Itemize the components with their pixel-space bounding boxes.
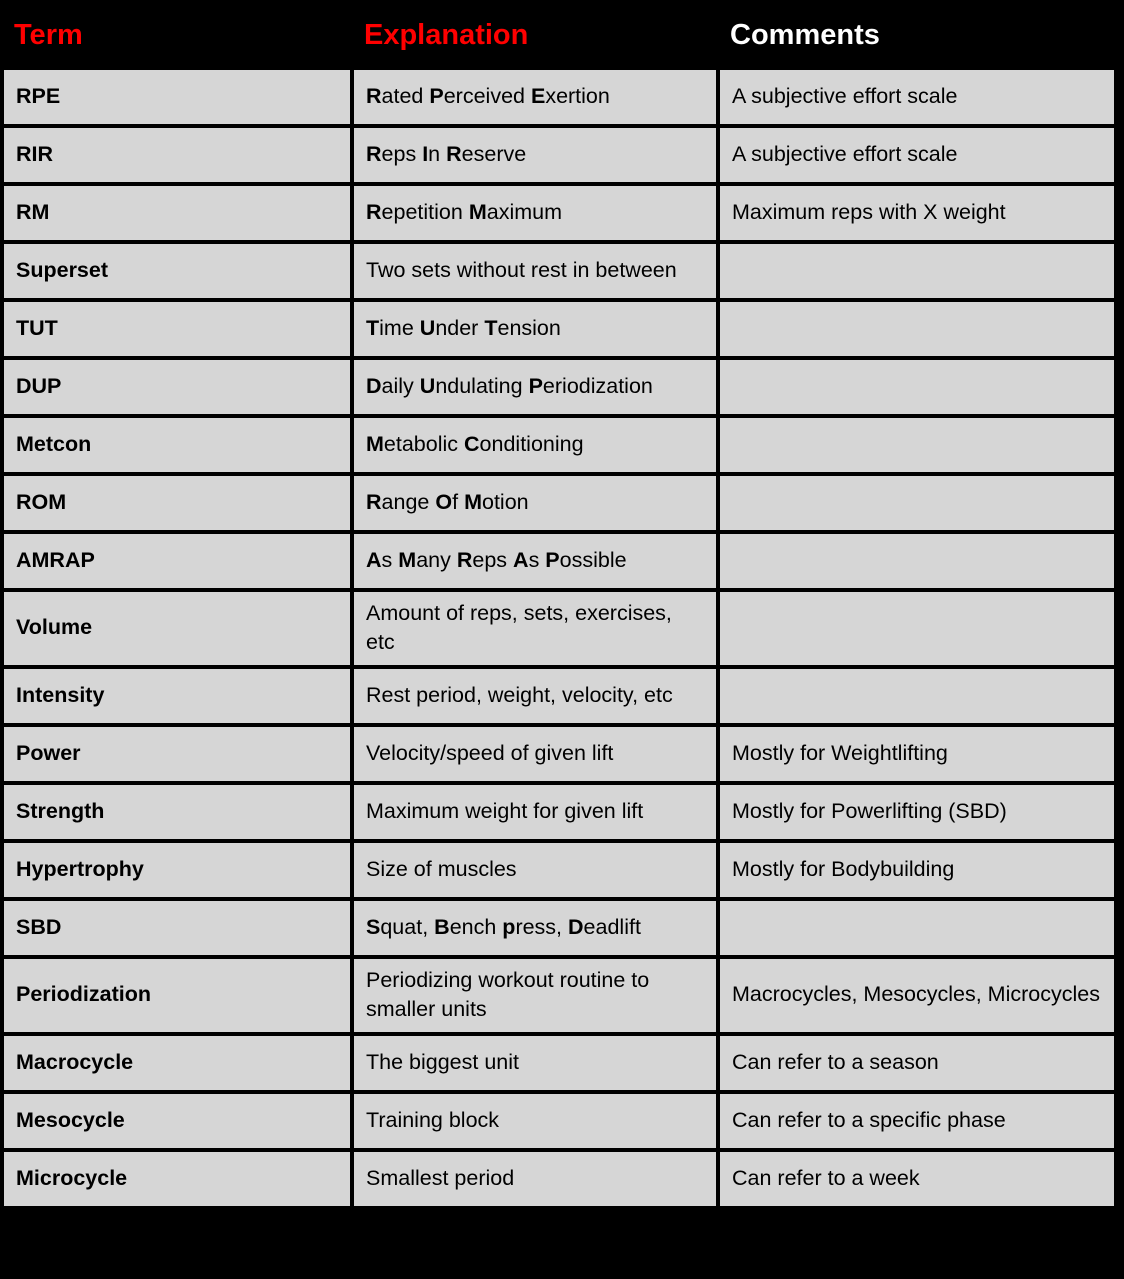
cell-term: Intensity xyxy=(4,669,354,727)
acronym-initial: P xyxy=(528,373,543,398)
acronym-initial: A xyxy=(513,547,529,572)
cell-term: Periodization xyxy=(4,959,354,1036)
acronym-initial: R xyxy=(446,141,462,166)
cell-term: Microcycle xyxy=(4,1152,354,1210)
cell-comments: Macrocycles, Mesocycles, Microcycles xyxy=(720,959,1114,1036)
cell-comments: Mostly for Weightlifting xyxy=(720,727,1114,785)
cell-term: Hypertrophy xyxy=(4,843,354,901)
cell-term: Power xyxy=(4,727,354,785)
acronym-initial: B xyxy=(434,914,450,939)
table-row xyxy=(4,901,1114,959)
cell-comments xyxy=(720,534,1114,592)
cell-explanation: Repetition Maximum xyxy=(354,186,720,244)
acronym-initial: M xyxy=(398,547,417,572)
cell-term: Strength xyxy=(4,785,354,843)
cell-explanation: Velocity/speed of given lift xyxy=(354,727,720,785)
cell-term: RIR xyxy=(4,128,354,186)
acronym-initial: R xyxy=(366,199,382,224)
cell-term: DUP xyxy=(4,360,354,418)
table-row xyxy=(4,785,1114,843)
acronym-initial: C xyxy=(464,431,480,456)
cell-comments xyxy=(720,592,1114,669)
cell-comments xyxy=(720,418,1114,476)
cell-comments: A subjective effort scale xyxy=(720,128,1114,186)
cell-comments xyxy=(720,901,1114,959)
cell-term: Mesocycle xyxy=(4,1094,354,1152)
acronym-initial: D xyxy=(366,373,382,398)
cell-explanation: Amount of reps, sets, exercises, etc xyxy=(354,592,720,669)
acronym-initial: U xyxy=(419,373,436,398)
table-row xyxy=(4,186,1114,244)
cell-comments xyxy=(720,476,1114,534)
glossary-slide xyxy=(0,4,1124,1279)
acronym-initial: I xyxy=(422,141,429,166)
cell-explanation: Metabolic Conditioning xyxy=(354,418,720,476)
cell-explanation: Maximum weight for given lift xyxy=(354,785,720,843)
cell-comments: Mostly for Powerlifting (SBD) xyxy=(720,785,1114,843)
table-row xyxy=(4,727,1114,785)
acronym-initial: S xyxy=(366,914,381,939)
table-row xyxy=(4,959,1114,1036)
cell-term: ROM xyxy=(4,476,354,534)
cell-explanation: Two sets without rest in between xyxy=(354,244,720,302)
cell-term: Metcon xyxy=(4,418,354,476)
cell-explanation: Reps In Reserve xyxy=(354,128,720,186)
acronym-initial: P xyxy=(429,83,444,108)
column-header-explanation: Explanation xyxy=(354,4,720,70)
cell-term: Volume xyxy=(4,592,354,669)
acronym-initial: R xyxy=(366,141,382,166)
cell-comments: Maximum reps with X weight xyxy=(720,186,1114,244)
cell-explanation: Training block xyxy=(354,1094,720,1152)
cell-explanation: Rated Perceived Exertion xyxy=(354,70,720,128)
table-row xyxy=(4,244,1114,302)
cell-comments xyxy=(720,669,1114,727)
acronym-initial: U xyxy=(419,315,436,340)
table-row xyxy=(4,302,1114,360)
cell-comments: Can refer to a specific phase xyxy=(720,1094,1114,1152)
table-row xyxy=(4,70,1114,128)
cell-explanation: As Many Reps As Possible xyxy=(354,534,720,592)
table-row xyxy=(4,592,1114,669)
acronym-initial: R xyxy=(456,547,473,572)
cell-comments xyxy=(720,360,1114,418)
cell-term: Superset xyxy=(4,244,354,302)
cell-comments: Can refer to a season xyxy=(720,1036,1114,1094)
table-row xyxy=(4,1036,1114,1094)
cell-term: RPE xyxy=(4,70,354,128)
acronym-initial: A xyxy=(366,547,382,572)
acronym-initial: M xyxy=(366,431,384,456)
cell-explanation: Size of muscles xyxy=(354,843,720,901)
cell-explanation: Time Under Tension xyxy=(354,302,720,360)
table-header xyxy=(4,4,1114,70)
table-row xyxy=(4,843,1114,901)
cell-term: Macrocycle xyxy=(4,1036,354,1094)
cell-explanation: The biggest unit xyxy=(354,1036,720,1094)
cell-comments xyxy=(720,302,1114,360)
cell-term: TUT xyxy=(4,302,354,360)
cell-comments: Can refer to a week xyxy=(720,1152,1114,1210)
table-row xyxy=(4,128,1114,186)
acronym-initial: D xyxy=(568,914,584,939)
acronym-initial: R xyxy=(366,489,382,514)
table-row xyxy=(4,418,1114,476)
acronym-initial: R xyxy=(366,83,382,108)
table-body xyxy=(4,70,1114,1210)
table-row xyxy=(4,360,1114,418)
cell-comments: Mostly for Bodybuilding xyxy=(720,843,1114,901)
acronym-initial: O xyxy=(435,489,453,514)
acronym-initial: M xyxy=(464,489,482,514)
cell-explanation: Squat, Bench press, Deadlift xyxy=(354,901,720,959)
column-header-comments: Comments xyxy=(720,4,1114,70)
table-row xyxy=(4,1094,1114,1152)
acronym-initial: E xyxy=(530,83,546,108)
cell-comments xyxy=(720,244,1114,302)
cell-term: RM xyxy=(4,186,354,244)
acronym-initial: M xyxy=(468,199,487,224)
acronym-initial: p xyxy=(502,914,516,939)
cell-explanation: Rest period, weight, velocity, etc xyxy=(354,669,720,727)
acronym-initial: P xyxy=(545,547,560,572)
cell-comments: A subjective effort scale xyxy=(720,70,1114,128)
header-row xyxy=(4,4,1114,70)
table-row xyxy=(4,669,1114,727)
acronym-initial: T xyxy=(484,315,498,340)
table-row xyxy=(4,476,1114,534)
cell-term: SBD xyxy=(4,901,354,959)
cell-explanation: Daily Undulating Periodization xyxy=(354,360,720,418)
table-row xyxy=(4,1152,1114,1210)
table-row xyxy=(4,534,1114,592)
cell-term: AMRAP xyxy=(4,534,354,592)
terminology-table xyxy=(4,4,1114,1210)
acronym-initial: T xyxy=(366,315,380,340)
cell-explanation: Range Of Motion xyxy=(354,476,720,534)
column-header-term: Term xyxy=(4,4,354,70)
cell-explanation: Smallest period xyxy=(354,1152,720,1210)
cell-explanation: Periodizing workout routine to smaller units xyxy=(354,959,720,1036)
